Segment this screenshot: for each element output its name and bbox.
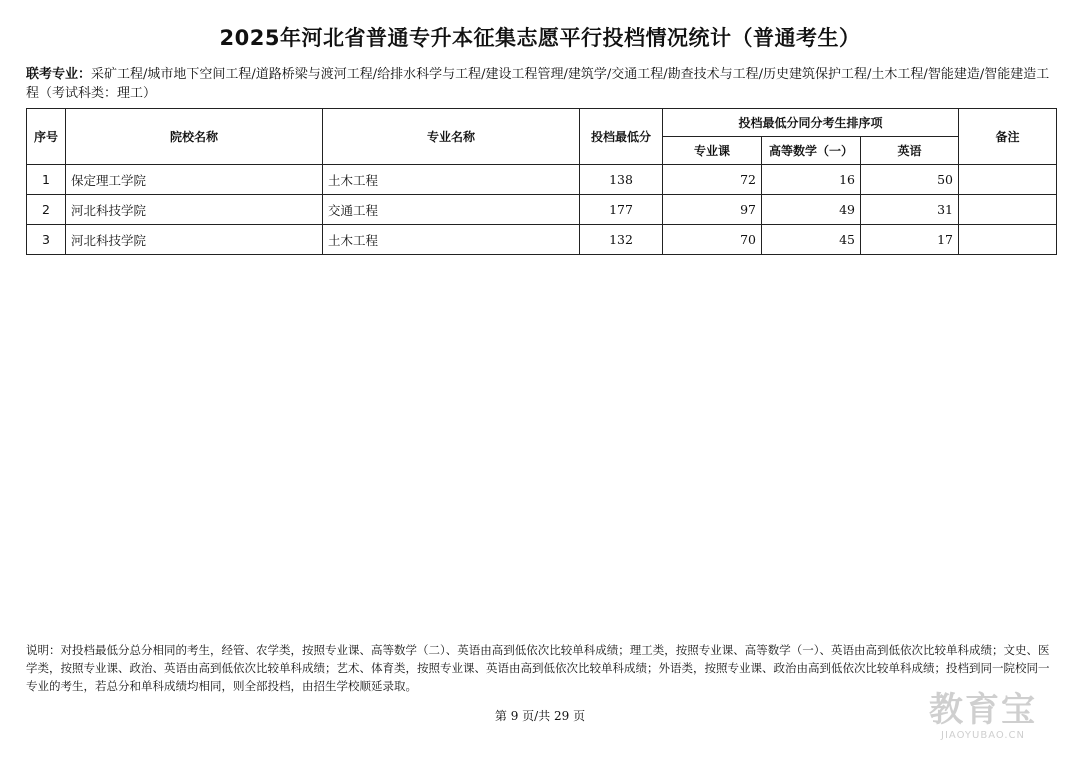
cell-school: 保定理工学院 xyxy=(66,165,323,195)
cell-min-score: 132 xyxy=(580,225,663,255)
cell-major: 交通工程 xyxy=(323,195,580,225)
cell-min-score: 138 xyxy=(580,165,663,195)
cell-major: 土木工程 xyxy=(323,225,580,255)
header-major: 专业名称 xyxy=(323,109,580,165)
header-english: 英语 xyxy=(861,137,959,165)
header-professional-course: 专业课 xyxy=(663,137,762,165)
header-advanced-math: 高等数学（一） xyxy=(762,137,861,165)
cell-school: 河北科技学院 xyxy=(66,195,323,225)
cell-remark xyxy=(959,225,1057,255)
cell-seq: 3 xyxy=(27,225,66,255)
header-remark: 备注 xyxy=(959,109,1057,165)
header-school: 院校名称 xyxy=(66,109,323,165)
watermark-logo xyxy=(908,690,1058,741)
cell-remark xyxy=(959,195,1057,225)
cell-professional-course: 72 xyxy=(663,165,762,195)
cell-advanced-math: 45 xyxy=(762,225,861,255)
header-tie-break-group: 投档最低分同分考生排序项 xyxy=(663,109,959,137)
cell-professional-course: 70 xyxy=(663,225,762,255)
watermark-main-text: 教育宝 xyxy=(929,690,1037,730)
cell-seq: 1 xyxy=(27,165,66,195)
table-row xyxy=(27,195,1057,225)
table-row xyxy=(27,225,1057,255)
explanatory-note: 说明：对投档最低分总分相同的考生，经管、农学类，按照专业课、高等数学（二）、英语由高到低依次比较单科成绩；理工类，按照专业课、高等数学（一）、英语由高到低依次比较单科成绩；文史、医学类，按照专业课、政治、英语由高到低依次比较单科成绩；艺术、体育类，按照专业课、英语由高到低依次比较单科成绩；外语类，按照专业课、政治由高到低依次比较单科成绩；投档到同一院校同一专业的考生，若总分和单科成绩均相同，则全部投档，由招生学校顺延录取。 xyxy=(26,643,1050,693)
admission-table xyxy=(26,108,1057,255)
cell-major: 土木工程 xyxy=(323,165,580,195)
cell-advanced-math: 49 xyxy=(762,195,861,225)
header-seq: 序号 xyxy=(27,109,66,165)
cell-min-score: 177 xyxy=(580,195,663,225)
majors-label: 联考专业： xyxy=(26,67,92,82)
majors-text: 采矿工程/城市地下空间工程/道路桥梁与渡河工程/给排水科学与工程/建设工程管理/建筑学/交通工程/勘查技术与工程/历史建筑保护工程/土木工程/智能建造/智能建造工程（考试科类：理工） xyxy=(26,67,1050,101)
cell-remark xyxy=(959,165,1057,195)
cell-english: 50 xyxy=(861,165,959,195)
cell-english: 31 xyxy=(861,195,959,225)
watermark-url-text: JIAOYUBAO.CN xyxy=(941,730,1025,741)
cell-school: 河北科技学院 xyxy=(66,225,323,255)
cell-seq: 2 xyxy=(27,195,66,225)
page-number: 第 9 页/共 29 页 xyxy=(494,709,586,723)
joint-exam-majors xyxy=(26,65,1056,103)
header-min-score: 投档最低分 xyxy=(580,109,663,165)
page-title: 2025年河北省普通专升本征集志愿平行投档情况统计（普通考生） xyxy=(219,26,861,50)
cell-advanced-math: 16 xyxy=(762,165,861,195)
table-row xyxy=(27,165,1057,195)
cell-professional-course: 97 xyxy=(663,195,762,225)
cell-english: 17 xyxy=(861,225,959,255)
